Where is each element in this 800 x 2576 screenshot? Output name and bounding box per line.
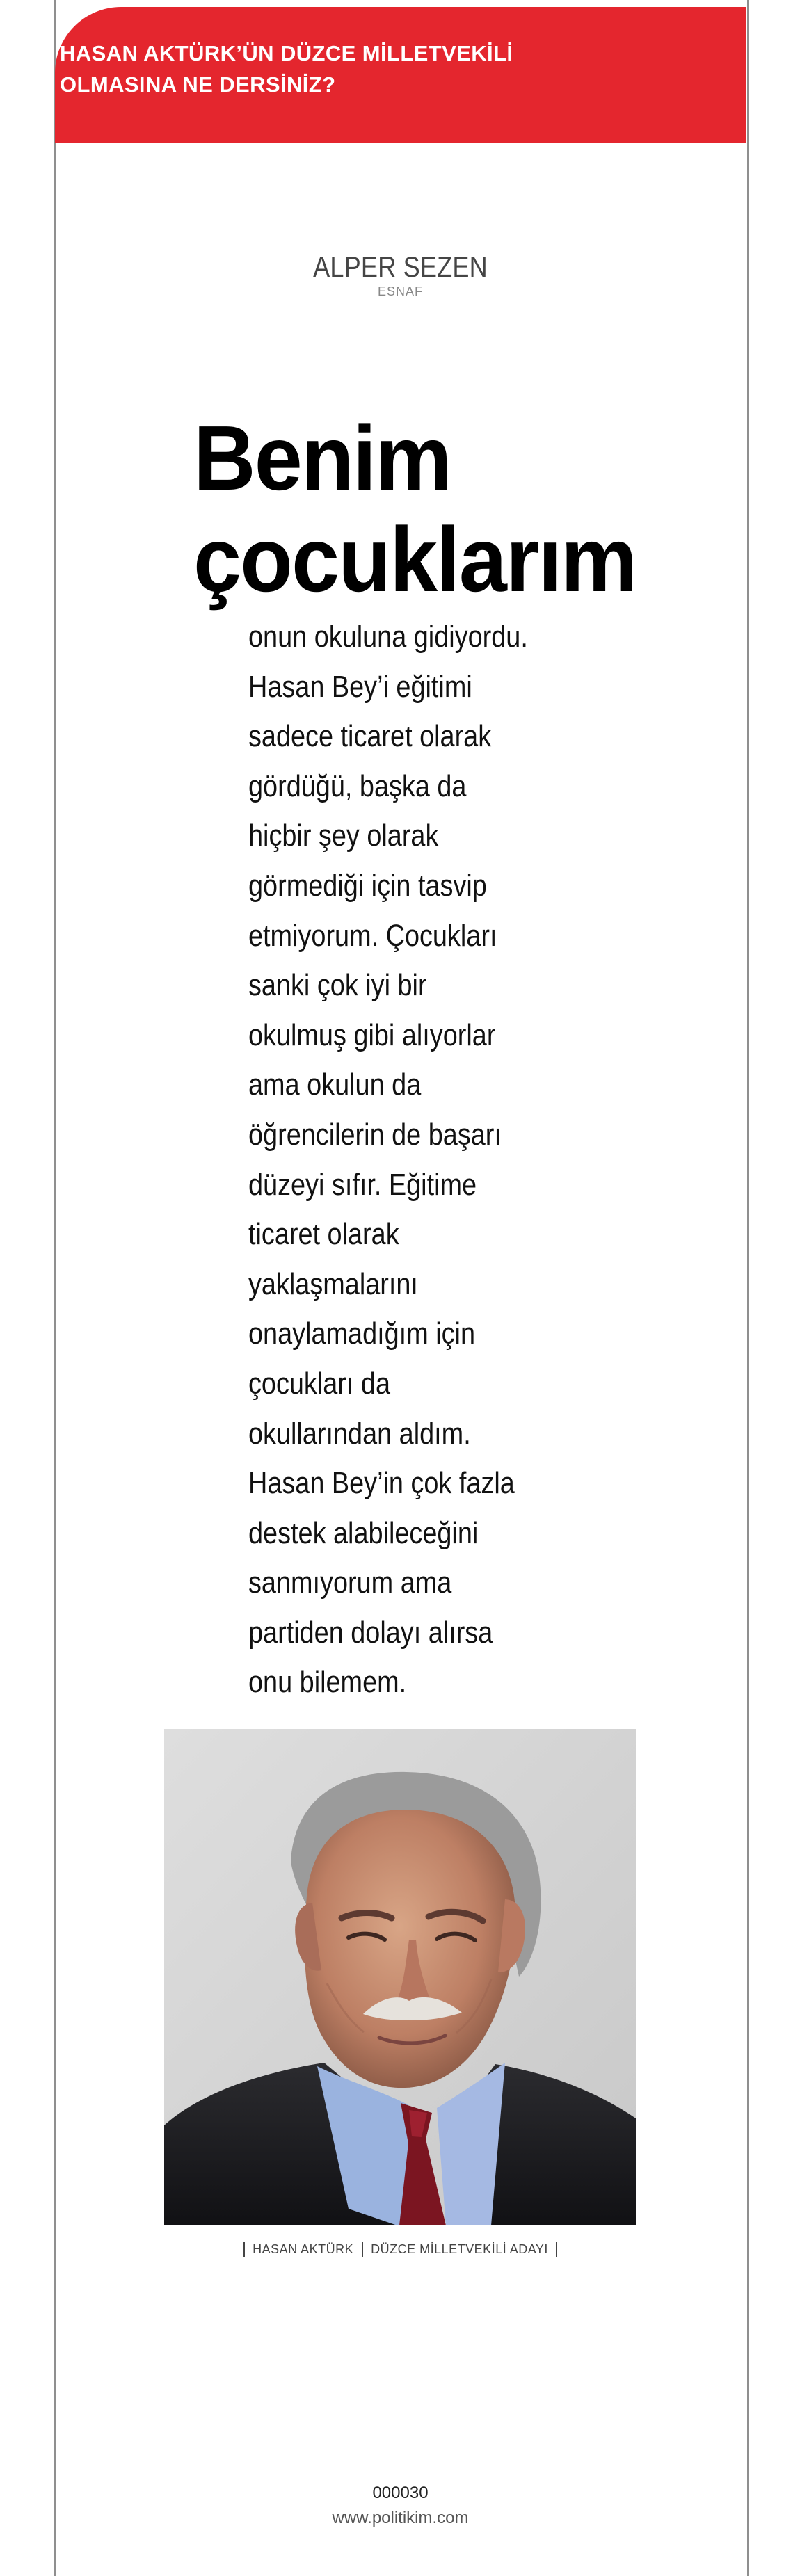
quote-body-line: düzeyi sıfır. Eğitime — [248, 1167, 477, 1202]
header-title-line-1: HASAN AKTÜRK’ÜN DÜZCE MİLLETVEKİLİ — [60, 41, 513, 65]
quote-body-line: sadece ticaret olarak — [248, 719, 492, 754]
header-title-line-2: OLMASINA NE DERSİNİZ? — [60, 72, 336, 97]
quote-body-line: onu bilemem. — [248, 1665, 407, 1700]
quote-body-line: hiçbir şey olarak — [248, 819, 439, 853]
page-number: 000030 — [372, 2484, 429, 2502]
quote-body-line: onaylamadığım için — [248, 1317, 476, 1351]
quote-body-line: okulmuş gibi alıyorlar — [248, 1017, 496, 1052]
header-title — [60, 38, 672, 100]
quote-body-line: Hasan Bey’i eğitimi — [248, 669, 472, 704]
quote-body-line: ama okulun da — [248, 1068, 422, 1102]
author-block — [55, 250, 746, 299]
photo-caption — [55, 2241, 746, 2257]
portrait-illustration — [164, 1729, 636, 2225]
quote-body-line: onun okuluna gidiyordu. — [248, 620, 528, 654]
quote-body — [248, 612, 528, 1707]
quote-body-line: sanmıyorum ama — [248, 1565, 452, 1600]
author-role: ESNAF — [377, 284, 423, 298]
quote-body-line: destek alabileceğini — [248, 1515, 479, 1550]
quote-body-line: öğrencilerin de başarı — [248, 1117, 502, 1152]
caption-divider — [243, 2242, 245, 2257]
candidate-photo — [164, 1729, 636, 2225]
quote-headline-line-2: çocuklarım — [193, 508, 637, 611]
quote-body-line: etmiyorum. Çocukları — [248, 918, 497, 953]
quote-body-line: Hasan Bey’in çok fazla — [248, 1466, 515, 1501]
quote-headline-line-1: Benim — [193, 407, 451, 509]
quote-body-line: ticaret olarak — [248, 1217, 399, 1252]
caption-divider — [362, 2242, 363, 2257]
caption-name: HASAN AKTÜRK — [253, 2242, 354, 2256]
quote-body-line: sanki çok iyi bir — [248, 968, 427, 1003]
website-link[interactable]: www.politikim.com — [332, 2509, 469, 2527]
quote-body-line: okullarından aldım. — [248, 1416, 471, 1451]
quote-headline — [193, 408, 636, 611]
quote-body-line: gördüğü, başka da — [248, 768, 467, 803]
quote-body-line: yaklaşmalarını — [248, 1266, 418, 1301]
caption-divider — [556, 2242, 557, 2257]
quote-body-line: çocukları da — [248, 1366, 391, 1401]
quote-body-line: görmediği için tasvip — [248, 868, 487, 903]
quote-body-line: partiden dolayı alırsa — [248, 1615, 493, 1650]
caption-role: DÜZCE MİLLETVEKİLİ ADAYI — [371, 2242, 548, 2256]
author-name: ALPER SEZEN — [313, 250, 488, 283]
